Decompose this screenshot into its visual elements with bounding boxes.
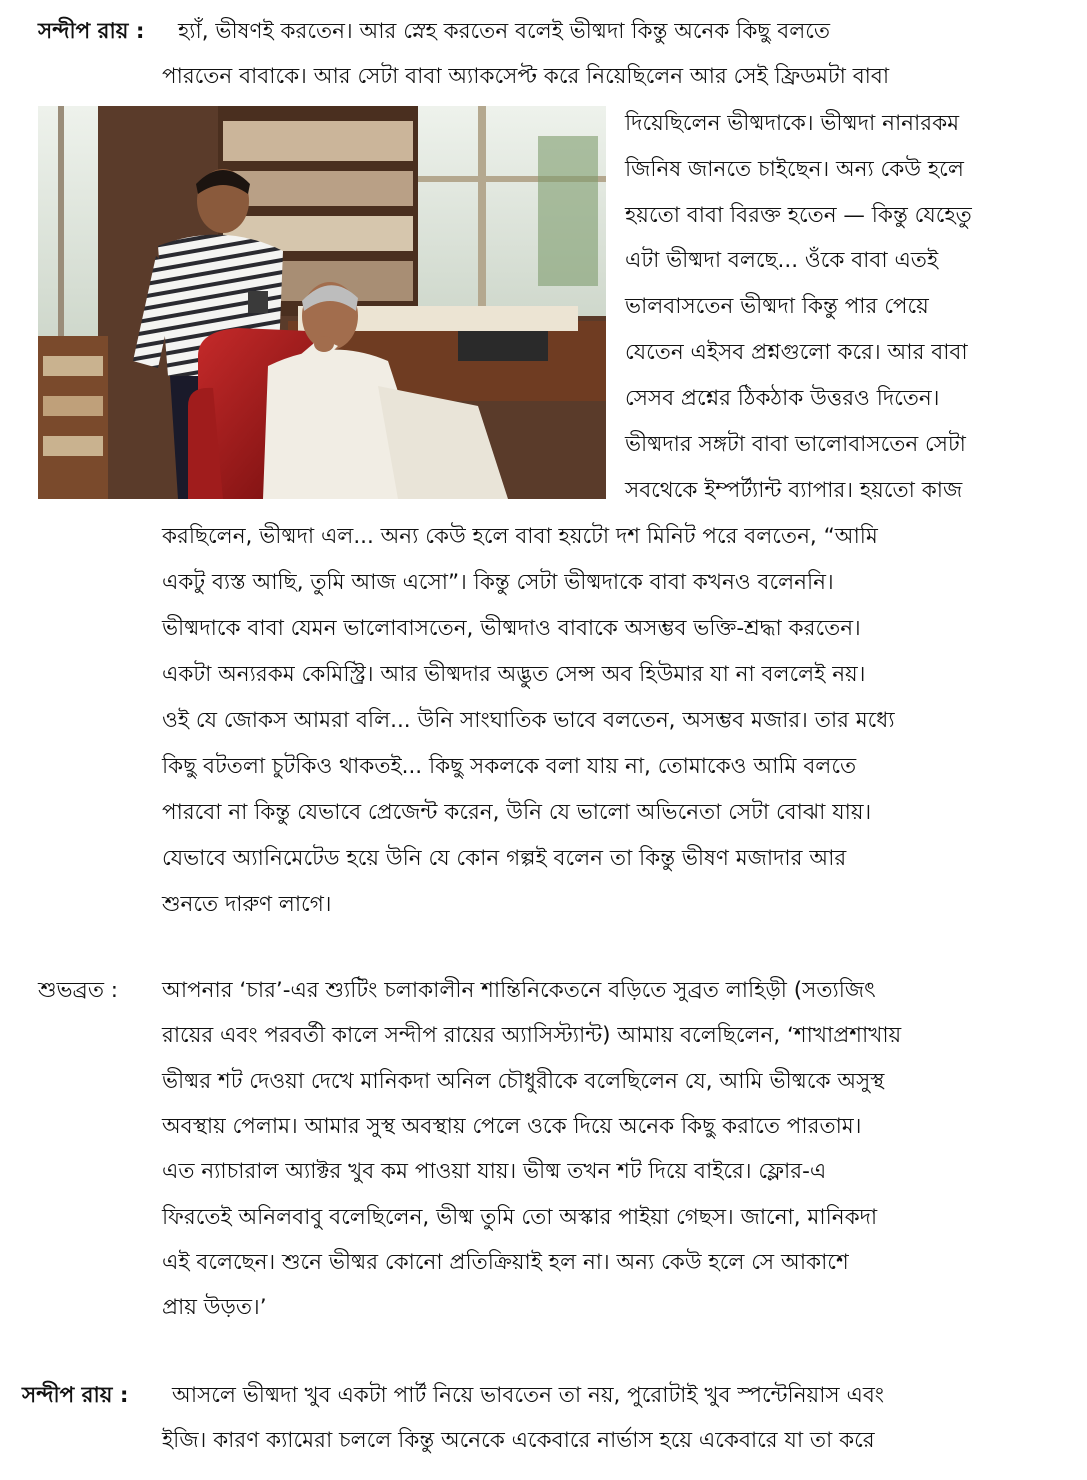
text-line: আসলে ভীষ্মদা খুব একটা পার্ট নিয়ে ভাবতেন তা নয়, পুরোটাই খুব স্পন্টেনিয়াস এবং (172, 1383, 885, 1408)
text-line: হ্যাঁ, ভীষণই করতেন। আর স্নেহ করতেন বলেই ভীষ্মদা কিন্তু অনেক কিছু বলতে (178, 19, 830, 44)
text-line: ভীষ্মর শট দেওয়া দেখে মানিকদা অনিল চৌধুরীকে বলেছিলেন যে, আমি ভীষ্মকে অসুস্থ (162, 1069, 885, 1094)
text-line: সেসব প্রশ্নের ঠিকঠাক উত্তরও দিতেন। (625, 386, 940, 411)
text-line: সবথেকে ইম্পর্ট্যান্ট ব্যাপার। হয়তো কাজ (625, 478, 963, 503)
text-line: এত ন্যাচারাল অ্যাক্টর খুব কম পাওয়া যায়। ভীষ্ম তখন শট দিয়ে বাইরে। ফ্লোর-এ (162, 1159, 827, 1184)
text-line: একটা অন্যরকম কেমিস্ট্রি। আর ভীষ্মদার অদ্ভুত সেন্স অব হিউমার যা না বললেই নয়। (162, 662, 866, 687)
text-line: অবস্থায় পেলাম। আমার সুস্থ অবস্থায় পেলে ওকে দিয়ে অনেক কিছু করাতে পারতাম। (162, 1114, 862, 1139)
text-line: ওই যে জোকস আমরা বলি... উনি সাংঘাতিক ভাবে বলতেন, অসম্ভব মজার। তার মধ্যে (162, 708, 895, 733)
text-line: করছিলেন, ভীষ্মদা এল... অন্য কেউ হলে বাবা হয়টো দশ মিনিট পরে বলতেন, “আমি (162, 524, 878, 549)
speaker-label: সন্দীপ রায় : (38, 19, 145, 44)
text-line: একটু ব্যস্ত আছি, তুমি আজ এসো”। কিন্তু সেটা ভীষ্মদাকে বাবা কখনও বলেননি। (162, 570, 834, 595)
text-line: পারবো না কিন্তু যেভাবে প্রেজেন্ট করেন, উনি যে ভালো অভিনেতা সেটা বোঝা যায়। (162, 800, 872, 825)
text-line: যেভাবে অ্যানিমেটেড হয়ে উনি যে কোন গল্পই বলেন তা কিন্তু ভীষণ মজাদার আর (162, 846, 847, 871)
text-line: এটা ভীষ্মদা বলছে... ওঁকে বাবা এতই (625, 248, 939, 273)
text-line: এই বলেছেন। শুনে ভীষ্মর কোনো প্রতিক্রিয়াই হল না। অন্য কেউ হলে সে আকাশে (162, 1250, 849, 1275)
text-line: ভীষ্মদার সঙ্গটা বাবা ভালোবাসতেন সেটা (625, 432, 966, 457)
text-line: কিছু বটতলা চুটকিও থাকতই... কিছু সকলকে বলা যায় না, তোমাকেও আমি বলতে (162, 754, 857, 779)
speaker-label: সন্দীপ রায় : (22, 1383, 129, 1408)
text-line: হয়তো বাবা বিরক্ত হতেন — কিন্তু যেহেতু (625, 203, 972, 228)
text-line: ভালবাসতেন ভীষ্মদা কিন্তু পার পেয়ে (625, 294, 929, 319)
text-line: ভীষ্মদাকে বাবা যেমন ভালোবাসতেন, ভীষ্মদাও বাবাকে অসম্ভব ভক্তি-শ্রদ্ধা করতেন। (162, 616, 861, 641)
text-line: ফিরতেই অনিলবাবু বলেছিলেন, ভীষ্ম তুমি তো অস্কার পাইয়া গেছস। জানো, মানিকদা (162, 1205, 878, 1230)
text-line: আপনার ‘চার’-এর শ্যুটিং চলাকালীন শান্তিনিকেতনে বড়িতে সুব্রত লাহিড়ী (সত্যজিৎ (162, 978, 876, 1003)
text-line: শুনতে দারুণ লাগে। (162, 892, 332, 917)
text-line: রায়ের এবং পরবর্তী কালে সন্দীপ রায়ের অ্যাসিস্ট্যান্ট) আমায় বলেছিলেন, ‘শাখাপ্রশাখায় (162, 1023, 902, 1048)
text-line: পারতেন বাবাকে। আর সেটা বাবা অ্যাকসেপ্ট করে নিয়েছিলেন আর সেই ফ্রিডমটা বাবা (162, 64, 890, 89)
text-line: যেতেন এইসব প্রশ্নগুলো করে। আর বাবা (625, 340, 968, 365)
photograph (38, 106, 606, 499)
text-line: দিয়েছিলেন ভীষ্মদাকে। ভীষ্মদা নানারকম (625, 111, 960, 136)
text-line: জিনিষ জানতে চাইছেন। অন্য কেউ হলে (625, 157, 964, 182)
text-line: প্রায় উড়ত।’ (162, 1295, 267, 1320)
speaker-label: শুভব্রত : (38, 978, 119, 1003)
text-line: ইজি। কারণ ক্যামেরা চললে কিন্তু অনেকে একেবারে নার্ভাস হয়ে একেবারে যা তা করে (162, 1428, 875, 1453)
